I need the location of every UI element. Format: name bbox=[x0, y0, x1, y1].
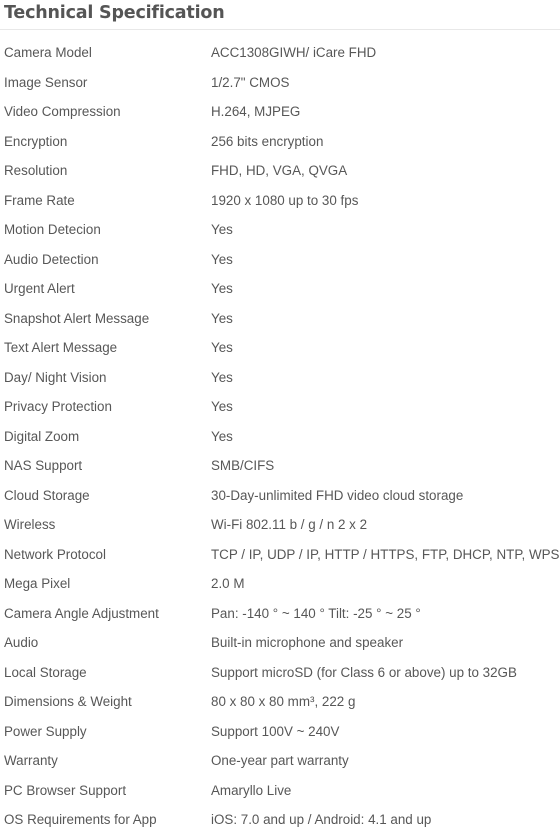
spec-row bbox=[0, 717, 560, 747]
spec-label: Audio bbox=[4, 635, 39, 651]
spec-label: Text Alert Message bbox=[4, 340, 118, 356]
spec-label: Camera Model bbox=[4, 45, 92, 61]
spec-row bbox=[0, 156, 560, 186]
spec-label: Privacy Protection bbox=[4, 399, 112, 415]
spec-value: Support microSD (for Class 6 or above) up to 32GB bbox=[211, 664, 517, 680]
spec-label: Power Supply bbox=[4, 723, 87, 739]
spec-value: 30-Day-unlimited FHD video cloud storage bbox=[211, 487, 464, 503]
spec-label: Local Storage bbox=[4, 664, 87, 680]
spec-row bbox=[0, 658, 560, 688]
spec-value: Yes bbox=[211, 281, 233, 297]
spec-row bbox=[0, 127, 560, 157]
spec-value: TCP / IP, UDP / IP, HTTP / HTTPS, FTP, DHCP, NTP, WPS bbox=[211, 546, 560, 562]
spec-row bbox=[0, 687, 560, 717]
spec-row bbox=[0, 363, 560, 393]
spec-value: Yes bbox=[211, 369, 233, 385]
title-divider bbox=[0, 29, 560, 30]
spec-value: Amaryllo Live bbox=[211, 782, 292, 798]
page-title: Technical Specification bbox=[4, 3, 225, 23]
spec-label: Image Sensor bbox=[4, 74, 88, 90]
spec-value: 80 x 80 x 80 mm³, 222 g bbox=[211, 694, 356, 710]
spec-row bbox=[0, 215, 560, 245]
spec-label: Urgent Alert bbox=[4, 281, 75, 297]
spec-label: NAS Support bbox=[4, 458, 83, 474]
spec-value: iOS: 7.0 and up / Android: 4.1 and up bbox=[211, 812, 432, 828]
spec-label: Warranty bbox=[4, 753, 58, 769]
spec-row bbox=[0, 599, 560, 629]
spec-row bbox=[0, 245, 560, 275]
spec-row bbox=[0, 451, 560, 481]
spec-row bbox=[0, 805, 560, 835]
spec-label: PC Browser Support bbox=[4, 782, 127, 798]
spec-value: ACC1308GIWH/ iCare FHD bbox=[211, 45, 377, 61]
spec-value: Yes bbox=[211, 222, 233, 238]
spec-value: 256 bits encryption bbox=[211, 133, 324, 149]
spec-value: Pan: -140 ° ~ 140 ° Tilt: -25 ° ~ 25 ° bbox=[211, 605, 421, 621]
spec-value: Support 100V ~ 240V bbox=[211, 723, 340, 739]
spec-row bbox=[0, 304, 560, 334]
spec-value: SMB/CIFS bbox=[211, 458, 275, 474]
spec-label: Cloud Storage bbox=[4, 487, 90, 503]
spec-row bbox=[0, 569, 560, 599]
spec-label: Encryption bbox=[4, 133, 68, 149]
spec-label: Dimensions & Weight bbox=[4, 694, 132, 710]
spec-label: Snapshot Alert Message bbox=[4, 310, 150, 326]
spec-row bbox=[0, 186, 560, 216]
spec-value: 1920 x 1080 up to 30 fps bbox=[211, 192, 359, 208]
spec-value: Built-in microphone and speaker bbox=[211, 635, 404, 651]
spec-label: Network Protocol bbox=[4, 546, 106, 562]
spec-value: Yes bbox=[211, 251, 233, 267]
spec-value: Wi-Fi 802.11 b / g / n 2 x 2 bbox=[211, 517, 368, 533]
spec-value: FHD, HD, VGA, QVGA bbox=[211, 163, 348, 179]
spec-value: H.264, MJPEG bbox=[211, 104, 301, 120]
spec-value: Yes bbox=[211, 428, 233, 444]
spec-label: Wireless bbox=[4, 517, 56, 533]
spec-row bbox=[0, 68, 560, 98]
spec-label: OS Requirements for App bbox=[4, 812, 157, 828]
spec-value: Yes bbox=[211, 310, 233, 326]
spec-label: Motion Detecion bbox=[4, 222, 101, 238]
spec-label: Mega Pixel bbox=[4, 576, 71, 592]
spec-label: Frame Rate bbox=[4, 192, 75, 208]
spec-value: 2.0 M bbox=[211, 576, 245, 592]
spec-label: Video Compression bbox=[4, 104, 121, 120]
spec-value: Yes bbox=[211, 399, 233, 415]
spec-value: Yes bbox=[211, 340, 233, 356]
spec-value: One-year part warranty bbox=[211, 753, 349, 769]
spec-row bbox=[0, 628, 560, 658]
spec-row bbox=[0, 510, 560, 540]
spec-row bbox=[0, 481, 560, 511]
spec-table bbox=[0, 38, 560, 835]
spec-row bbox=[0, 746, 560, 776]
spec-label: Digital Zoom bbox=[4, 428, 80, 444]
spec-row bbox=[0, 274, 560, 304]
spec-label: Camera Angle Adjustment bbox=[4, 605, 159, 621]
spec-row bbox=[0, 422, 560, 452]
spec-row bbox=[0, 392, 560, 422]
spec-label: Resolution bbox=[4, 163, 68, 179]
spec-table-body bbox=[0, 38, 560, 835]
spec-label: Audio Detection bbox=[4, 251, 99, 267]
spec-row bbox=[0, 333, 560, 363]
spec-value: 1/2.7" CMOS bbox=[211, 74, 290, 90]
spec-row bbox=[0, 97, 560, 127]
spec-row bbox=[0, 38, 560, 68]
spec-label: Day/ Night Vision bbox=[4, 369, 107, 385]
spec-row bbox=[0, 540, 560, 570]
spec-row bbox=[0, 776, 560, 806]
